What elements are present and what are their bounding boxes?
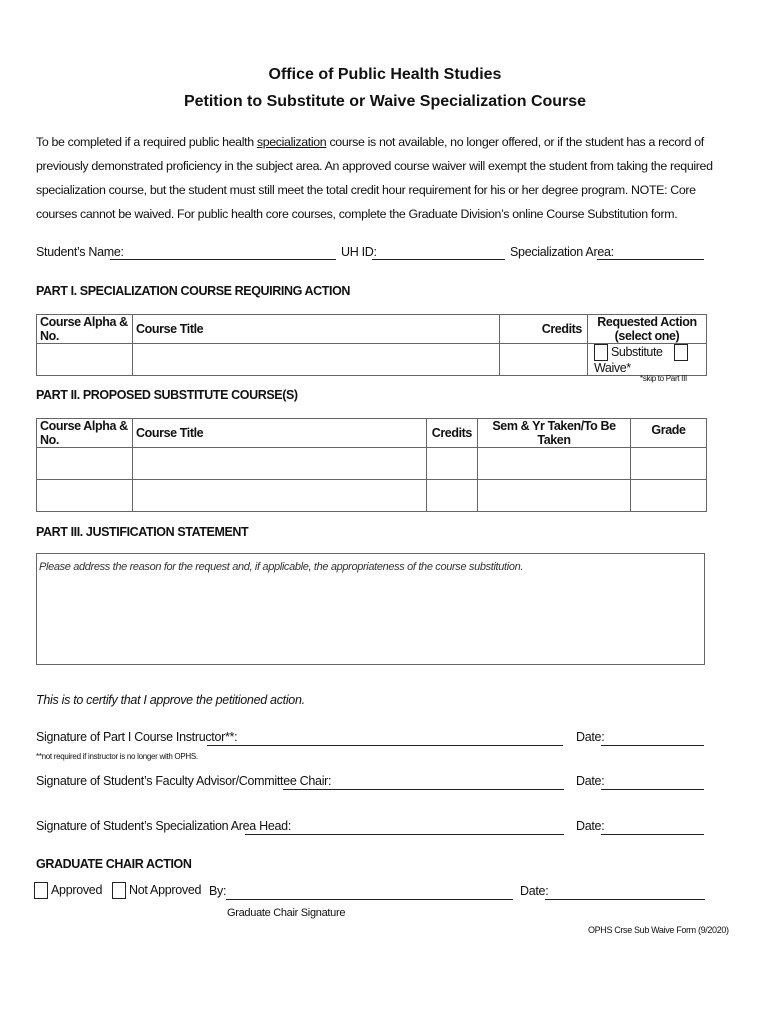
- part2-col-credits: Credits: [427, 419, 478, 448]
- approved-label: Approved: [51, 882, 103, 897]
- approved-option: [34, 882, 102, 899]
- part1-action-cell: [588, 344, 707, 376]
- substitute-label: Substitute: [611, 344, 663, 359]
- certify-statement: This is to certify that I approve the petitioned action.: [36, 693, 305, 707]
- part2-row1-title[interactable]: [133, 448, 427, 480]
- office-title: Office of Public Health Studies: [268, 66, 502, 83]
- part2-heading: PART II. PROPOSED SUBSTITUTE COURSE(S): [36, 388, 298, 402]
- part1-col-action: Requested Action (select one): [588, 315, 707, 344]
- waive-checkbox[interactable]: [674, 344, 688, 361]
- approved-checkbox[interactable]: [34, 882, 48, 899]
- part1-col-alpha: Course Alpha & No.: [37, 315, 133, 344]
- date-label-3: Date:: [576, 819, 605, 833]
- by-label: By:: [209, 884, 227, 898]
- part2-col-title: Course Title: [133, 419, 427, 448]
- part3-heading: PART III. JUSTIFICATION STATEMENT: [36, 525, 249, 539]
- part2-col-grade: Grade: [631, 419, 707, 448]
- sig-instructor-field[interactable]: [207, 745, 563, 746]
- part1-title-cell[interactable]: [133, 344, 500, 376]
- substitute-checkbox[interactable]: [594, 344, 608, 361]
- chair-signature-field[interactable]: [226, 899, 513, 900]
- waive-label: Waive*: [594, 361, 631, 375]
- date-field-1[interactable]: [601, 745, 704, 746]
- uh-id-field[interactable]: [372, 259, 505, 260]
- part1-table: [36, 314, 707, 376]
- student-name-label: Student’s Name:: [36, 245, 124, 259]
- sig-advisor-label: Signature of Student’s Faculty Advisor/Committee Chair:: [36, 774, 332, 788]
- date-field-3[interactable]: [601, 834, 704, 835]
- sig-advisor-field[interactable]: [283, 789, 564, 790]
- part2-row2-title[interactable]: [133, 480, 427, 512]
- chair-date-field[interactable]: [545, 899, 705, 900]
- part2-row1-credits[interactable]: [427, 448, 478, 480]
- part2-table: [36, 418, 707, 512]
- justification-placeholder: Please address the reason for the request and, if applicable, the appropriateness of the course substitution.: [39, 561, 524, 573]
- intro-underlined-word: specialization: [256, 135, 327, 149]
- intro-paragraph: [36, 130, 726, 226]
- sig-instructor-label: Signature of Part I Course Instructor**:: [36, 730, 238, 744]
- part1-credits-cell[interactable]: [500, 344, 588, 376]
- instructor-note: **not required if instructor is no longer with OPHS.: [36, 752, 198, 761]
- not-approved-option: [112, 882, 201, 899]
- part1-alpha-cell[interactable]: [37, 344, 133, 376]
- part2-row2-alpha[interactable]: [37, 480, 133, 512]
- date-label-2: Date:: [576, 774, 605, 788]
- date-field-2[interactable]: [601, 789, 704, 790]
- form-id-footer: OPHS Crse Sub Waive Form (9/2020): [588, 925, 729, 935]
- uh-id-label: UH ID:: [341, 245, 377, 259]
- part2-col-sem: Sem & Yr Taken/To Be Taken: [478, 419, 631, 448]
- part1-col-credits: Credits: [500, 315, 588, 344]
- part2-row1-grade[interactable]: [631, 448, 707, 480]
- part2-row2-grade[interactable]: [631, 480, 707, 512]
- skip-to-part3-note: *skip to Part III: [640, 374, 687, 383]
- sig-area-head-label: Signature of Student’s Specialization Area Head:: [36, 819, 291, 833]
- part2-col-alpha: Course Alpha & No.: [37, 419, 133, 448]
- specialization-area-label: Specialization Area:: [510, 245, 614, 259]
- intro-text-1: To be completed if a required public health: [36, 135, 257, 149]
- part2-row2-sem[interactable]: [478, 480, 631, 512]
- part2-row2-credits[interactable]: [427, 480, 478, 512]
- part2-row1-sem[interactable]: [478, 448, 631, 480]
- intro-text-2: course is not available, no longer offered, or if the student has a record of previously demonstrated proficiency in the subject area. An approved course waiver will exempt the student from taking the required specialization course, but the student must still meet the total credit hour requirement for his or her degree program. NOTE: Core courses cannot be waived. For public health core courses, complete the Graduate Division’s online Course Substitution form.: [36, 135, 713, 221]
- sig-area-head-field[interactable]: [245, 834, 564, 835]
- not-approved-checkbox[interactable]: [112, 882, 126, 899]
- part1-col-title: Course Title: [133, 315, 500, 344]
- specialization-area-field[interactable]: [597, 259, 704, 260]
- part1-heading: PART I. SPECIALIZATION COURSE REQUIRING ACTION: [36, 284, 351, 298]
- form-title: Petition to Substitute or Waive Specialization Course: [183, 93, 587, 110]
- student-name-field[interactable]: [110, 259, 336, 260]
- chair-date-label: Date:: [520, 884, 549, 898]
- justification-textbox[interactable]: [36, 553, 705, 665]
- chair-heading: GRADUATE CHAIR ACTION: [36, 857, 192, 871]
- part2-row1-alpha[interactable]: [37, 448, 133, 480]
- not-approved-label: Not Approved: [129, 882, 202, 897]
- date-label-1: Date:: [576, 730, 605, 744]
- chair-signature-caption: Graduate Chair Signature: [227, 907, 346, 919]
